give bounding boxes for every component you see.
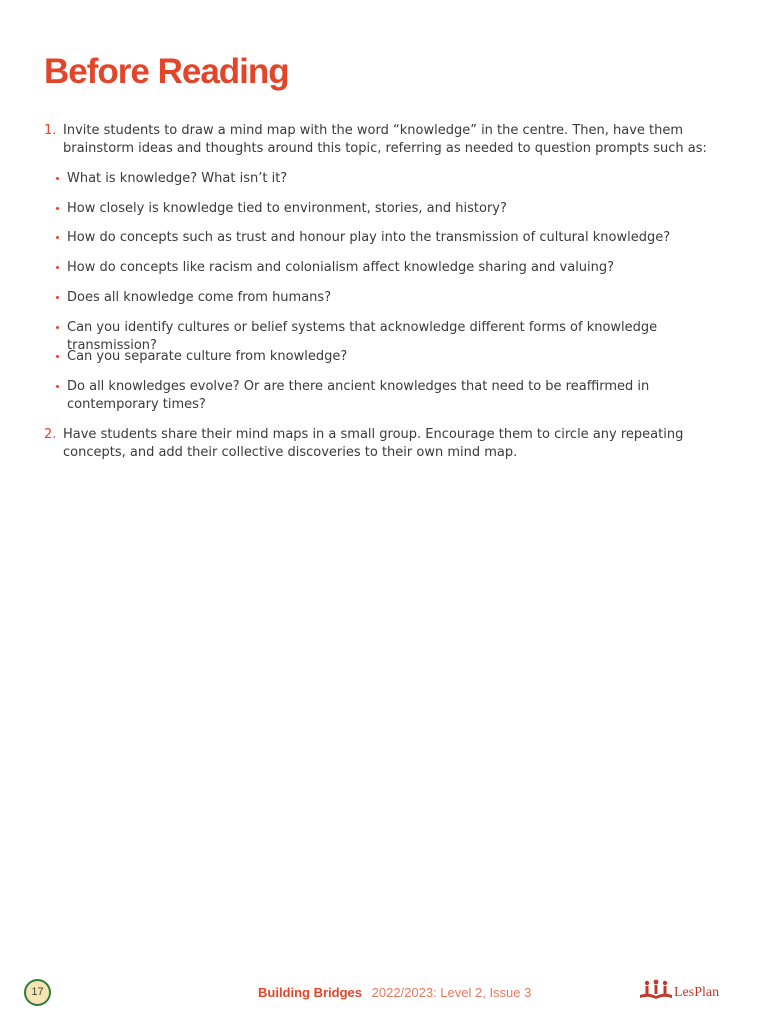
bullet-icon	[56, 385, 59, 388]
step-number: 1.	[44, 123, 57, 138]
prompt-text: How do concepts like racism and colonialism affect knowledge sharing and valuing?	[67, 260, 615, 275]
step-number: 2.	[44, 427, 57, 442]
footer-publication	[258, 985, 531, 1000]
lesplan-logo	[638, 978, 728, 1002]
bullet-icon	[56, 326, 59, 329]
bullet-icon	[56, 177, 59, 180]
prompt-text: What is knowledge? What isn’t it?	[67, 171, 288, 186]
footer-issue: 2022/2023: Level 2, Issue 3	[371, 985, 532, 1000]
bullet-icon	[56, 266, 59, 269]
prompt-item	[56, 229, 716, 247]
page-title: Before Reading	[44, 52, 289, 91]
bullet-icon	[56, 355, 59, 358]
step-2	[44, 426, 714, 462]
prompt-text: How do concepts such as trust and honour play into the transmission of cultural knowledge?	[67, 230, 671, 245]
bullet-icon	[56, 236, 59, 239]
step-text: Invite students to draw a mind map with the word “knowledge” in the centre. Then, have them brainstorm ideas and thoughts around this topic, referring as needed to question prompts such as:	[63, 123, 707, 156]
prompt-item	[56, 200, 716, 218]
prompt-text: Do all knowledges evolve? Or are there ancient knowledges that need to be reaffirmed in contemporary times?	[67, 379, 650, 412]
logo-wordmark: LesPlan	[674, 985, 720, 1000]
step-1	[44, 122, 714, 158]
prompt-item	[56, 348, 716, 366]
prompt-item	[56, 170, 716, 188]
prompt-item	[56, 259, 716, 277]
footer-brand: Building Bridges	[258, 985, 362, 1000]
bullet-icon	[56, 207, 59, 210]
bullet-icon	[56, 296, 59, 299]
prompt-text: How closely is knowledge tied to environment, stories, and history?	[67, 201, 507, 216]
prompt-text: Does all knowledge come from humans?	[67, 290, 332, 305]
prompt-item	[56, 289, 716, 307]
prompt-text: Can you identify cultures or belief systems that acknowledge different forms of knowledge transmission?	[67, 320, 658, 353]
people-book-icon	[638, 978, 674, 1002]
page-number-badge: 17	[24, 979, 51, 1006]
step-text: Have students share their mind maps in a small group. Encourage them to circle any repeating concepts, and add their collective discoveries to their own mind map.	[63, 427, 684, 460]
prompt-text: Can you separate culture from knowledge?	[67, 349, 348, 364]
prompt-item	[56, 378, 716, 414]
